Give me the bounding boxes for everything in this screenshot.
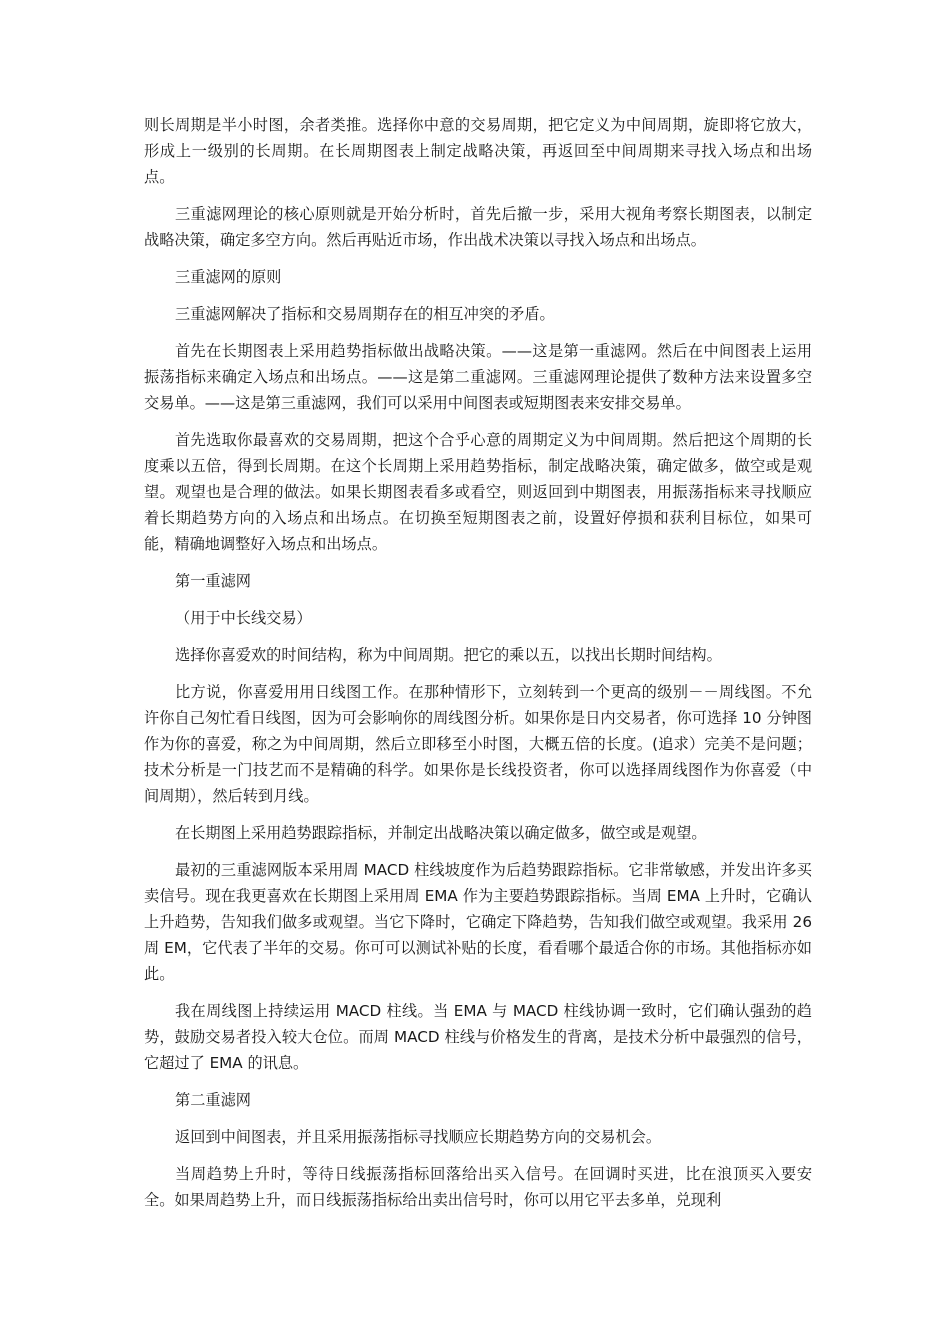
section-heading-second-screen: 第二重滤网 <box>175 1091 251 1109</box>
paragraph-time-structure: 选择你喜爱欢的时间结构，称为中间周期。把它的乘以五，以找出长期时间结构。 <box>175 646 722 664</box>
paragraph-three-screens: 首先在长期图表上采用趋势指标做出战略决策。——这是第一重滤网。然后在中间图表上运用振荡指标来确定入场点和出场点。——这是第二重滤网。三重滤网理论提供了数种方法来设置多空交易单。——这是第三重滤网，我们可以采用中间图表或短期图表来安排交易单。 <box>144 342 812 412</box>
paragraph-weekly-trend: 当周趋势上升时，等待日线振荡指标回落给出买入信号。在回调时买进，比在浪顶买入要安全。如果周趋势上升，而日线振荡指标给出卖出信号时，你可以用它平去多单，兑现利 <box>144 1165 812 1209</box>
paragraph-original-version: 最初的三重滤网版本采用周 MACD 柱线坡度作为后趋势跟踪指标。它非常敏感，并发出许多买卖信号。现在我更喜欢在长期图上采用周 EMA 作为主要趋势跟踪指标。当周 EMA 上升时，它确认上升趋势，告知我们做多或观望。当它下降时，它确定下降趋势，告知我们做空或观望。我采用 26 周 EM，它代表了半年的交易。你可可以测试补贴的长度，看看哪个最适合你的市场。其他指标亦如此。 <box>144 861 812 983</box>
section-heading-first-screen: 第一重滤网 <box>175 572 251 590</box>
paragraph-core-principle: 三重滤网理论的核心原则就是开始分析时，首先后撤一步，采用大视角考察长期图表，以制定战略决策，确定多空方向。然后再贴近市场，作出战术决策以寻找入场点和出场点。 <box>144 205 812 249</box>
paragraph-example: 比方说，你喜爱用用日线图工作。在那种情形下，立刻转到一个更高的级别－－周线图。不允许你自己匆忙看日线图，因为可会影响你的周线图分析。如果你是日内交易者，你可选择 10 分钟图作为你的喜爱，称之为中间周期，然后立即移至小时图，大概五倍的长度。(追求）完美不是问题；技术分析是一门技艺而不是精确的科学。如果你是长线投资者，你可以选择周线图作为你喜爱（中间周期），然后转到月线。 <box>144 683 812 805</box>
paragraph-conflict-resolution: 三重滤网解决了指标和交易周期存在的相互冲突的矛盾。 <box>175 305 555 323</box>
document-body <box>144 112 812 1224</box>
paragraph-macd: 我在周线图上持续运用 MACD 柱线。当 EMA 与 MACD 柱线协调一致时，它们确认强劲的趋势，鼓励交易者投入较大仓位。而周 MACD 柱线与价格发生的背离，是技术分析中最强烈的信号，它超过了 EMA 的讯息。 <box>144 1002 812 1072</box>
paragraph-continuation: 则长周期是半小时图，余者类推。选择你中意的交易周期，把它定义为中间周期，旋即将它放大，形成上一级别的长周期。在长周期图表上制定战略决策，再返回至中间周期来寻找入场点和出场点。 <box>144 116 812 186</box>
paragraph-return-intermediate: 返回到中间图表，并且采用振荡指标寻找顺应长期趋势方向的交易机会。 <box>175 1128 661 1146</box>
section-heading-principles: 三重滤网的原则 <box>175 268 282 286</box>
paragraph-choose-period: 首先选取你最喜欢的交易周期，把这个合乎心意的周期定义为中间周期。然后把这个周期的长度乘以五倍，得到长周期。在这个长周期上采用趋势指标，制定战略决策，确定做多，做空或是观望。观望也是合理的做法。如果长期图表看多或看空，则返回到中期图表，用振荡指标来寻找顺应着长期趋势方向的入场点和出场点。在切换至短期图表之前，设置好停损和获利目标位，如果可能，精确地调整好入场点和出场点。 <box>144 431 812 553</box>
section-subtitle-first-screen: （用于中长线交易） <box>175 609 312 627</box>
paragraph-trend-indicator: 在长期图上采用趋势跟踪指标，并制定出战略决策以确定做多，做空或是观望。 <box>175 824 707 842</box>
